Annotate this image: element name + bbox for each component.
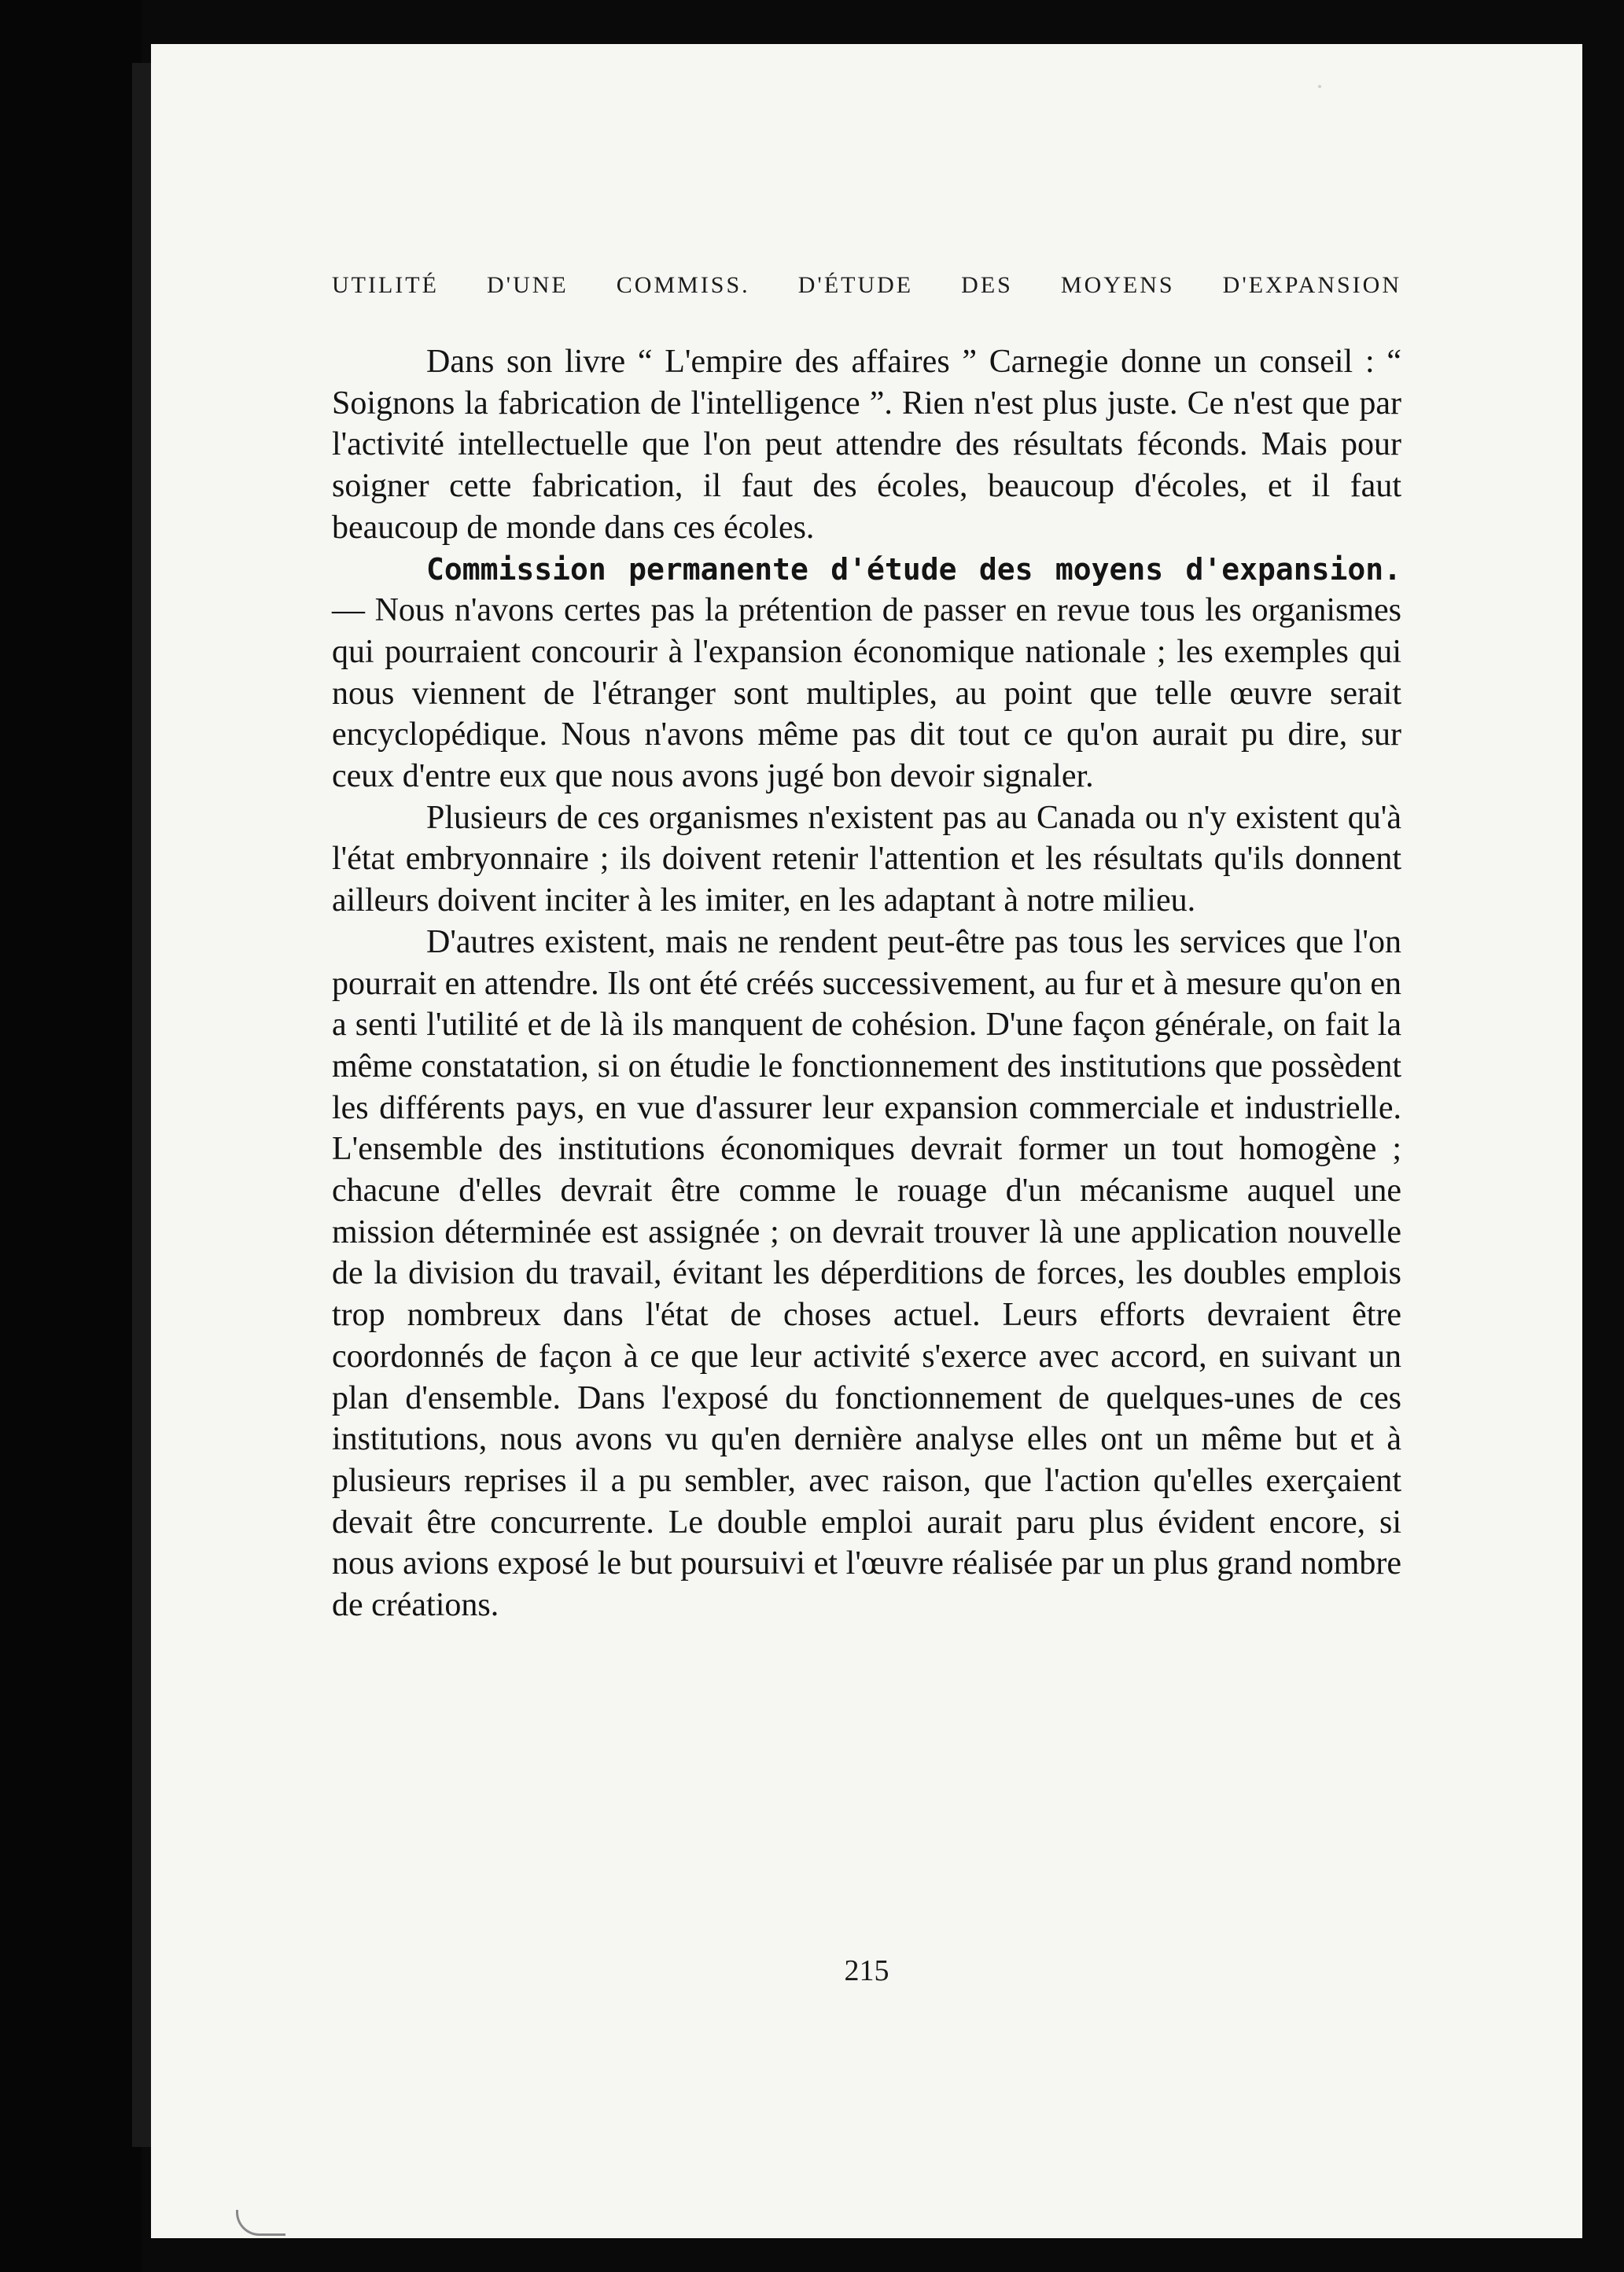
page-binding-edge — [132, 63, 153, 2147]
section-heading: Commission permanente d'étude des moyens d'expansion. — [426, 551, 1401, 587]
running-head: UTILITÉ D'UNE COMMISS. D'ÉTUDE DES MOYENS D'EXPANSION — [332, 272, 1401, 298]
paragraph-1: Dans son livre “ L'empire des affaires ” Carnegie donne un conseil : “ Soignons la fabrication de l'intelligence ”. Rien n'est plus juste. Ce n'est que par l'activité intellectuelle que l'on peut attendre des résultats féconds. Mais pour soigner cette fabrication, il faut des écoles, beaucoup d'écoles, et il faut beaucoup de monde dans ces écoles. — [332, 344, 1401, 546]
paragraph-2-body: — Nous n'avons certes pas la prétention de passer en revue tous les organismes qui pourraient concourir à l'expansion économique nationale ; les exemples qui nous viennent de l'étranger sont multiples, au point que telle œuvre serait encyclopédique. Nous n'avons même pas dit tout ce qu'on aurait pu dire, sur ceux d'entre eux que nous avons jugé bon devoir signaler. — [332, 592, 1401, 795]
body-text — [332, 341, 1401, 1626]
paragraph-3: Plusieurs de ces organismes n'existent pas au Canada ou n'y existent qu'à l'état embryonnaire ; ils doivent retenir l'attention et les résultats qu'ils donnent ailleurs doivent inciter à les imiter, en les adaptant à notre milieu. — [332, 799, 1401, 919]
paragraph-2 — [332, 549, 1401, 797]
book-page — [151, 44, 1582, 2238]
page-number: 215 — [844, 1954, 889, 1987]
scan-speck — [1318, 85, 1321, 88]
paragraph-4: D'autres existent, mais ne rendent peut-être pas tous les services que l'on pourrait en attendre. Ils ont été créés successivement, au fur et à mesure qu'on en a senti l'utilité et de là ils manquent de cohésion. D'une façon générale, on fait la même constatation, si on étudie le fonctionnement des institutions que possèdent les différents pays, en vue d'assurer leur expansion commerciale et industrielle. L'ensemble des institutions économiques devrait former un tout homogène ; chacune d'elles devrait être comme le rouage d'un mécanisme auquel une mission déterminée est assignée ; on devrait trouver là une application nouvelle de la division du travail, évitant les déperditions de forces, les doubles emplois trop nombreux dans l'état de choses actuel. Leurs efforts devraient être coordonnés de façon à ce que leur activité s'exerce avec accord, en suivant un plan d'ensemble. Dans l'exposé du fonctionnement de quelques-unes de ces institutions, nous avons vu qu'en dernière analyse elles ont un même but et à plusieurs reprises il a pu sembler, avec raison, que l'action qu'elles exerçaient devait être concurrente. Le double emploi aurait paru plus évident encore, si nous avions exposé le but poursuivi et l'œuvre réalisée par un plus grand nombre de créations. — [332, 923, 1401, 1624]
scan-left-margin — [0, 0, 142, 2272]
